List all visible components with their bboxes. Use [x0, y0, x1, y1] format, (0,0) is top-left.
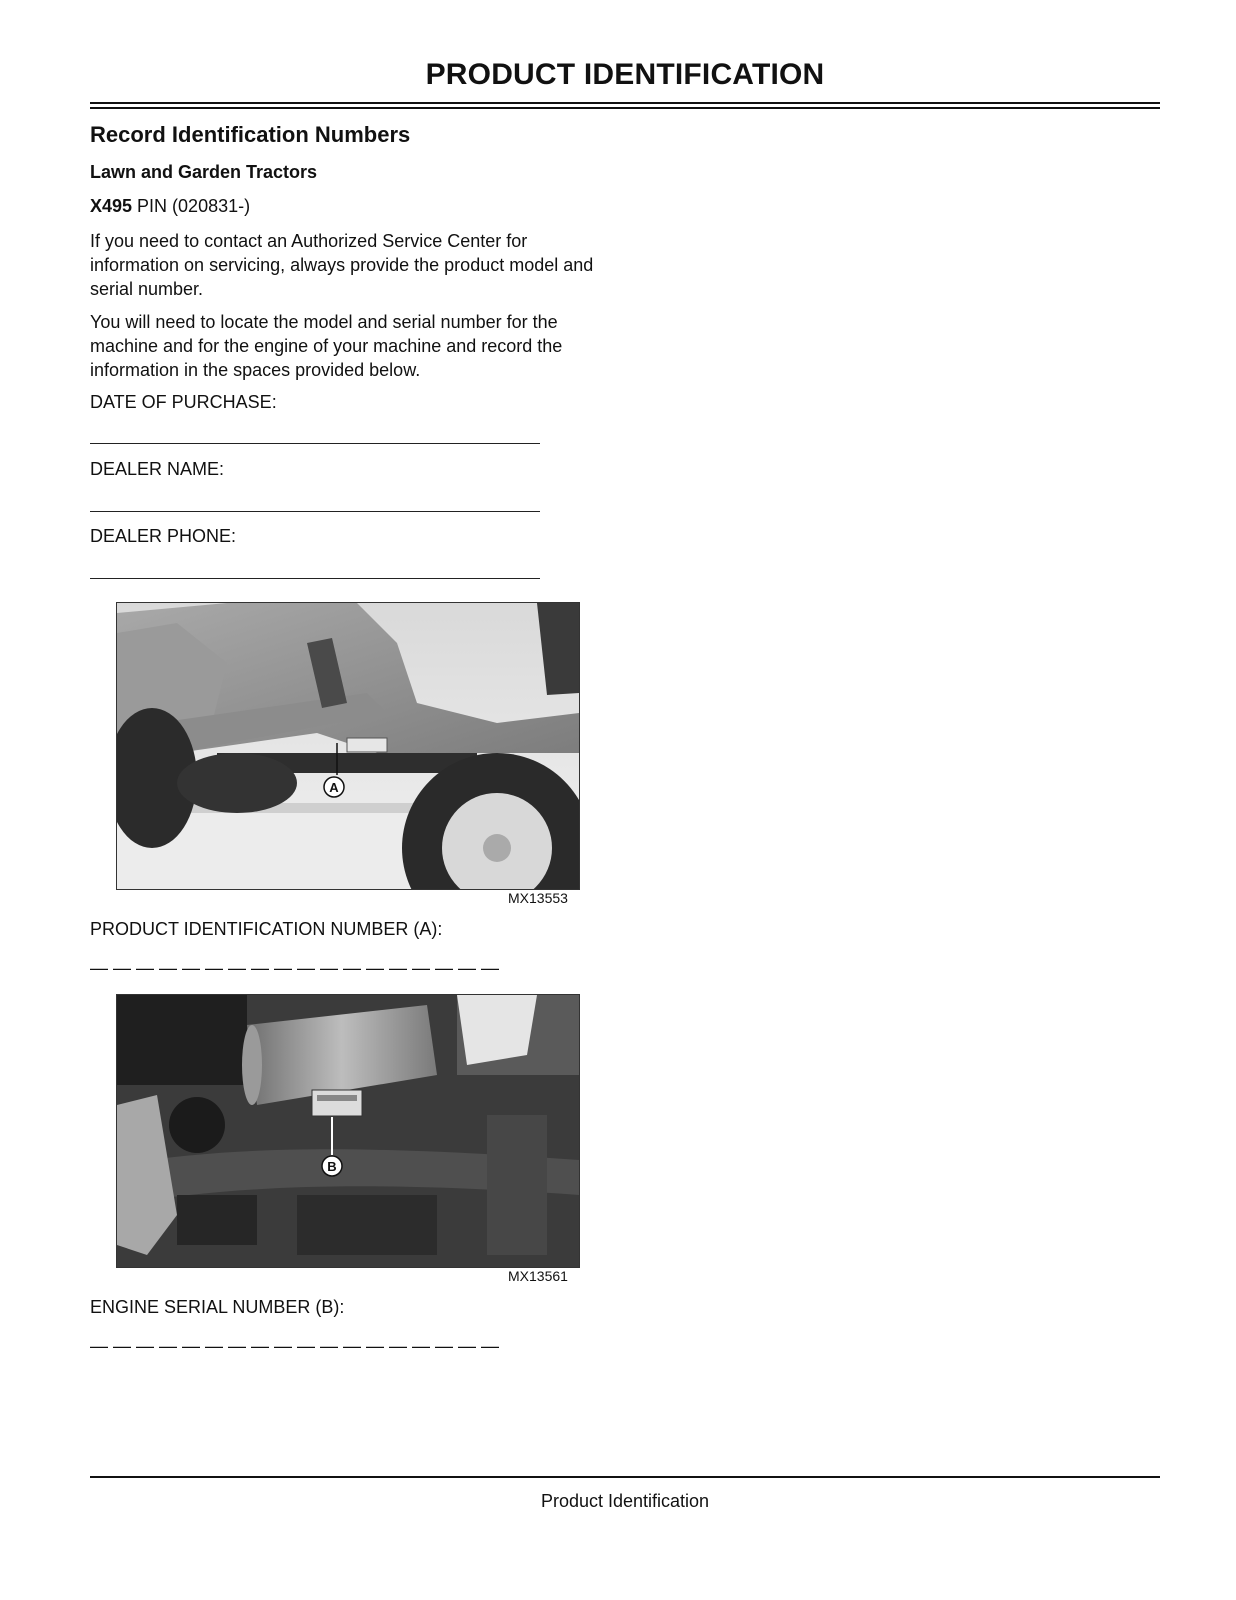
header-rule	[90, 102, 1160, 109]
page-title: PRODUCT IDENTIFICATION	[425, 58, 825, 91]
tractor-photo	[116, 602, 580, 890]
page-footer: Product Identification	[540, 1491, 710, 1511]
model-number: X495	[90, 196, 133, 216]
figure-code-1: MX13553	[508, 890, 568, 906]
pin-range: PIN (020831-)	[132, 196, 251, 216]
dealer-phone-label: DEALER PHONE:	[90, 526, 237, 546]
section-subheading: Lawn and Garden Tractors	[90, 162, 318, 182]
engine-serial-entry-line: — — — — — — — — — — — — — — — — — —	[90, 1336, 500, 1356]
date-of-purchase-label: DATE OF PURCHASE:	[90, 392, 277, 412]
pin-label: PRODUCT IDENTIFICATION NUMBER (A):	[90, 919, 443, 939]
dealer-name-line	[90, 511, 540, 512]
intro-paragraph: If you need to contact an Authorized Service Center for information on servicing, always provide the product model and serial number.	[90, 231, 594, 299]
dealer-phone-line	[90, 578, 540, 579]
pin-entry-line: — — — — — — — — — — — — — — — — — —	[90, 958, 500, 978]
dealer-name-label: DEALER NAME:	[90, 459, 225, 479]
model-pin-line	[90, 196, 250, 217]
callout-a: A	[329, 780, 339, 795]
engine-photo	[116, 994, 580, 1268]
footer-rule	[90, 1476, 1160, 1478]
callout-b: B	[327, 1159, 337, 1174]
engine-serial-label: ENGINE SERIAL NUMBER (B):	[90, 1297, 345, 1317]
section-heading: Record Identification Numbers	[90, 122, 411, 147]
instruction-paragraph: You will need to locate the model and serial number for the machine and for the engine of your machine and record the information in the spaces provided below.	[90, 312, 563, 380]
date-of-purchase-line	[90, 443, 540, 444]
figure-code-2: MX13561	[508, 1268, 568, 1284]
